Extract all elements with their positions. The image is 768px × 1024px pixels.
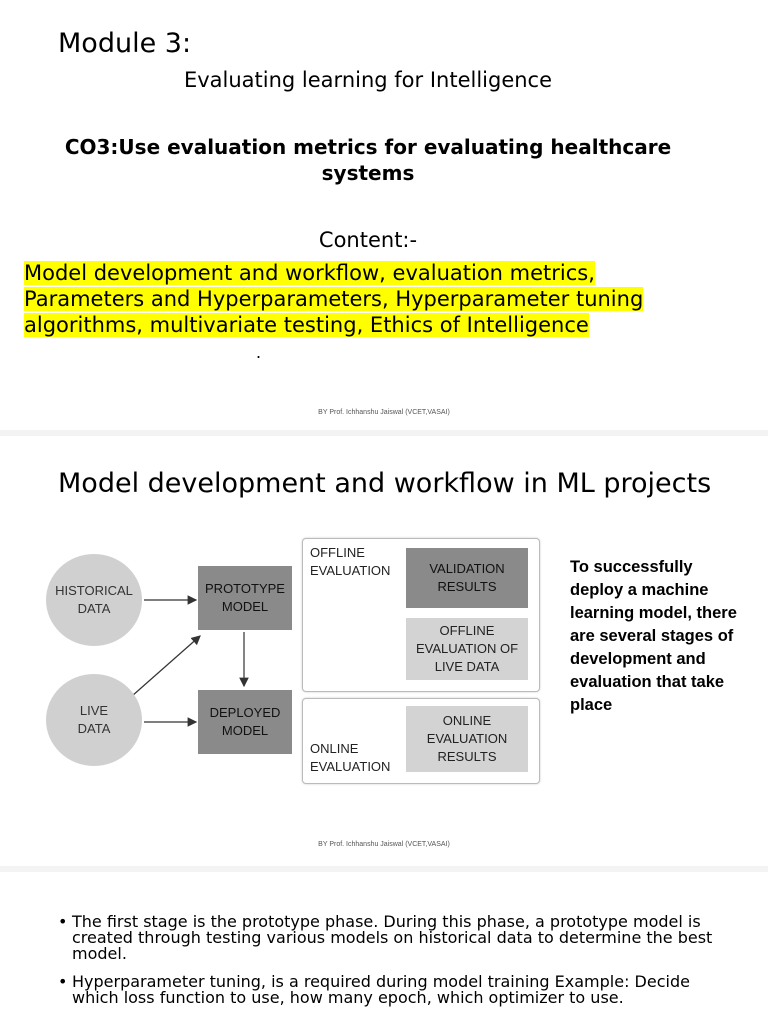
- slide-footer: BY Prof. Ichhanshu Jaiswal (VCET,VASAI): [318, 409, 450, 416]
- module-subtitle: Evaluating learning for Intelligence: [183, 68, 553, 92]
- slide-workflow: [0, 436, 768, 866]
- deployed-model-node: DEPLOYED MODEL: [198, 690, 292, 754]
- online-evaluation-label: ONLINE EVALUATION: [310, 741, 391, 774]
- online-evaluation-results-node: ONLINE EVALUATION RESULTS: [406, 706, 528, 772]
- offline-evaluation-label: OFFLINE EVALUATION: [310, 545, 391, 578]
- arrow-live-prototype: [132, 636, 200, 696]
- content-line-3: algorithms, multivariate testing, Ethics of Intelligence: [24, 313, 589, 337]
- stray-dot: .: [256, 342, 262, 362]
- content-line-1: Model development and workflow, evaluation metrics,: [24, 261, 595, 285]
- bullet-hyperparameter: [60, 974, 740, 1006]
- course-outcome: CO3:Use evaluation metrics for evaluating healthcare systems: [64, 135, 672, 185]
- module-title: Module 3:: [58, 28, 192, 59]
- workflow-title: Model development and workflow in ML projects: [58, 468, 712, 499]
- validation-results-node: VALIDATION RESULTS: [406, 548, 528, 608]
- slide-module-3: [0, 0, 768, 430]
- slide-prototype-phase: [0, 872, 768, 1024]
- historical-data-node: HISTORICAL DATA: [46, 554, 142, 646]
- prototype-model-node: PROTOTYPE MODEL: [198, 566, 292, 630]
- content-list: [24, 260, 674, 338]
- live-data-node: LIVE DATA: [46, 674, 142, 766]
- workflow-description: To successfully deploy a machine learning model, there are several stages of development and evaluation that take place: [570, 558, 737, 714]
- content-label: Content:-: [318, 228, 418, 252]
- bullet-text: Hyperparameter tuning, is a required during model training Example: Decide which loss function to use, how many epoch, which optimizer to use.: [72, 972, 690, 1007]
- bullet-mark: •: [58, 972, 68, 991]
- bullet-prototype-phase: [60, 914, 740, 962]
- content-line-2: Parameters and Hyperparameters, Hyperparameter tuning: [24, 287, 644, 311]
- slide-footer: BY Prof. Ichhanshu Jaiswal (VCET,VASAI): [318, 841, 450, 848]
- bullet-mark: •: [58, 912, 68, 931]
- offline-evaluation-live-node: OFFLINE EVALUATION OF LIVE DATA: [406, 618, 528, 680]
- workflow-diagram: [40, 536, 550, 796]
- bullet-text: The first stage is the prototype phase. During this phase, a prototype model is created through testing various models on historical data to determine the best model.: [72, 912, 713, 963]
